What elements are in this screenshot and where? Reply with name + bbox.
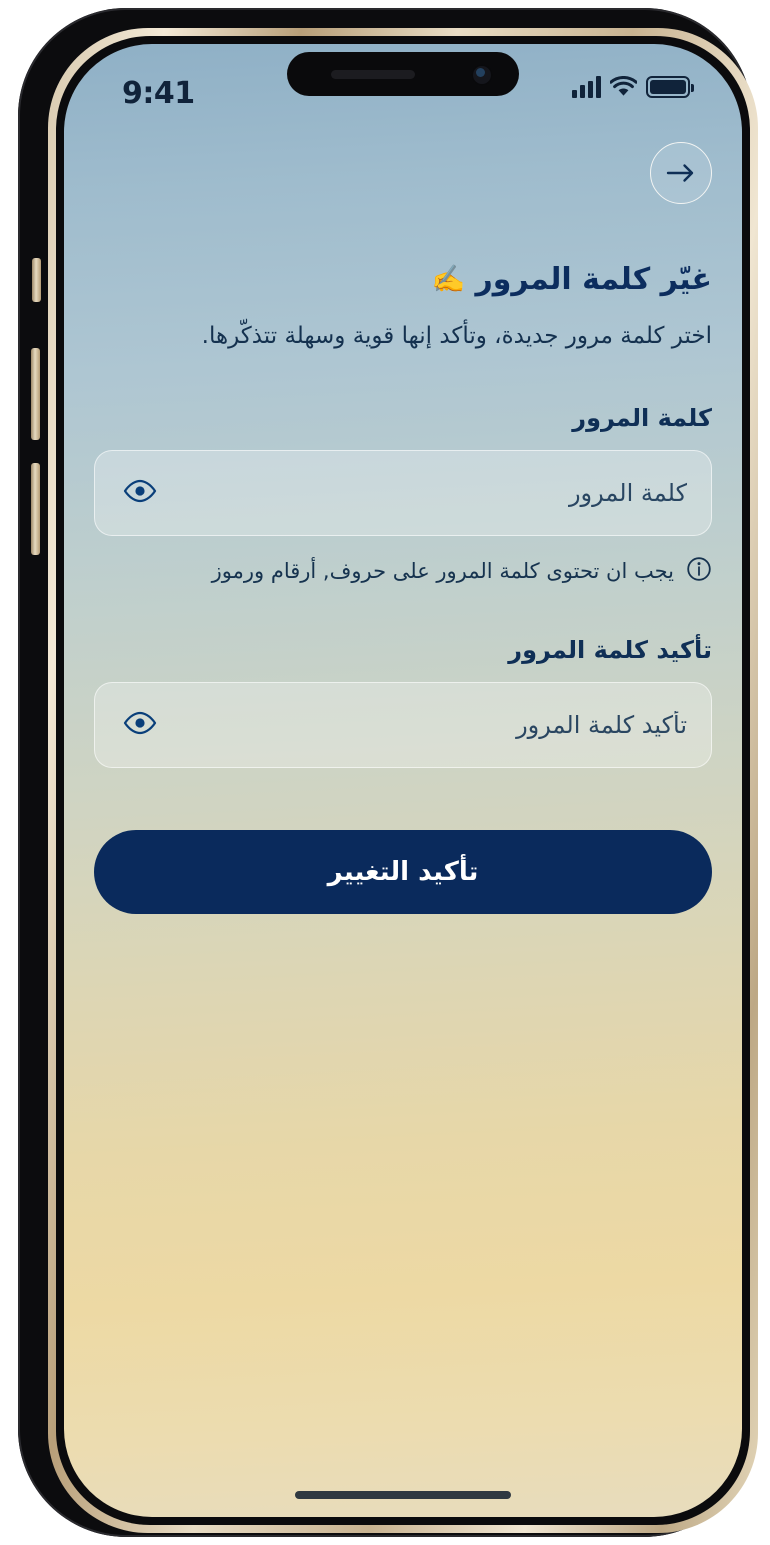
volume-down-button[interactable]: [31, 463, 40, 555]
confirm-password-input[interactable]: [161, 711, 687, 739]
password-input[interactable]: [161, 479, 687, 507]
phone-screen: [64, 44, 742, 1517]
info-circle-icon: [686, 556, 712, 586]
password-visibility-toggle[interactable]: [119, 472, 161, 514]
writing-hand-emoji-icon: ✍️: [431, 264, 466, 295]
cellular-bars-icon: [572, 76, 601, 98]
confirm-password-label: تأكيد كلمة المرور: [508, 635, 712, 664]
password-label: كلمة المرور: [572, 403, 712, 432]
home-indicator[interactable]: [295, 1491, 511, 1499]
arrow-right-icon: [666, 162, 696, 184]
dynamic-island: [287, 52, 519, 96]
status-bar-indicators: [572, 76, 690, 98]
confirm-password-input-wrapper[interactable]: [94, 682, 712, 768]
page-title: غيّر كلمة المرور: [475, 262, 712, 297]
confirm-password-visibility-toggle[interactable]: [119, 704, 161, 746]
navigation-bar: [94, 136, 712, 204]
volume-up-button[interactable]: [31, 348, 40, 440]
front-camera-icon: [471, 64, 493, 86]
status-bar: [64, 44, 742, 136]
page-subtitle: اختر كلمة مرور جديدة، وتأكد إنها قوية وسهلة تتذكّرها.: [201, 323, 712, 349]
password-hint-text: يجب ان تحتوى كلمة المرور على حروف, أرقام ورموز: [211, 558, 674, 583]
password-input-wrapper[interactable]: [94, 450, 712, 536]
wifi-icon: [610, 76, 637, 98]
eye-icon: [123, 711, 157, 739]
page-title-row: [94, 262, 712, 297]
earpiece-speaker-icon: [331, 70, 415, 79]
silent-switch[interactable]: [32, 258, 41, 302]
confirm-change-button[interactable]: تأكيد التغيير: [94, 830, 712, 914]
battery-full-icon: [646, 76, 690, 98]
back-button[interactable]: [650, 142, 712, 204]
phone-frame: [18, 8, 752, 1537]
password-hint-row: [94, 556, 712, 586]
eye-icon: [123, 479, 157, 507]
page-content: [64, 136, 742, 1517]
status-bar-time: 9:41: [122, 76, 195, 111]
